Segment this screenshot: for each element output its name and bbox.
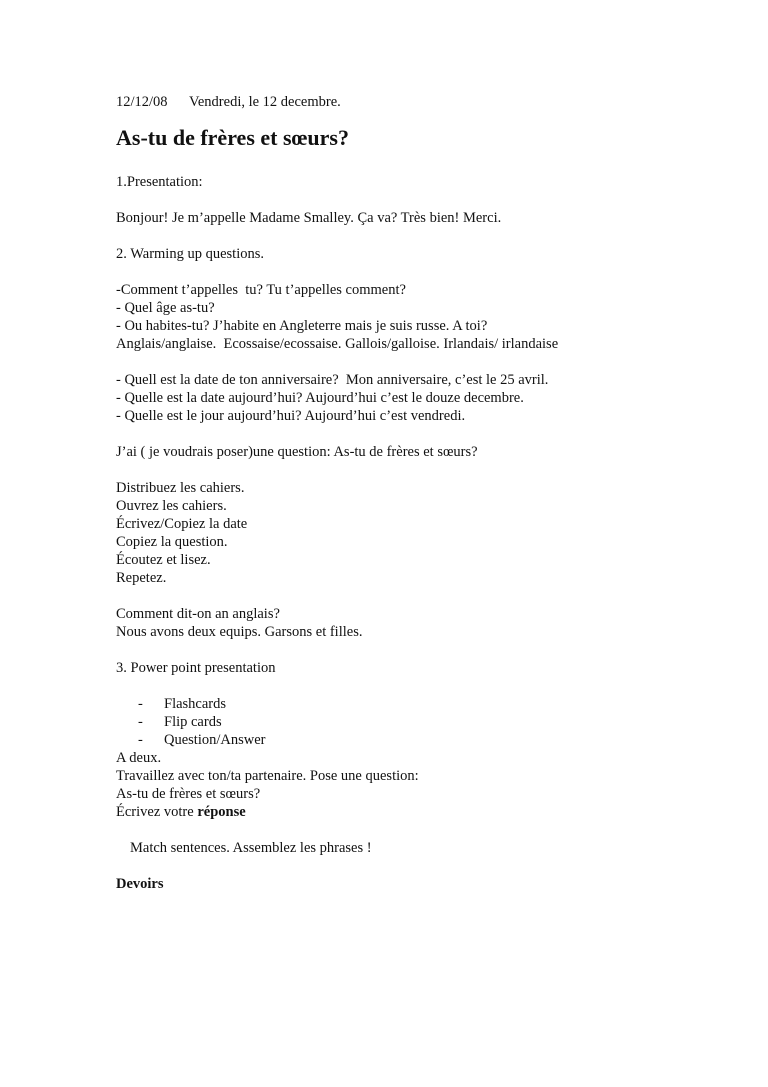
bullet-text: Question/Answer bbox=[164, 732, 266, 748]
date-header bbox=[116, 93, 736, 111]
match-sentences-line: Match sentences. Assemblez les phrases ! bbox=[130, 840, 372, 856]
question-line: - Quelle est la date aujourd’hui? Aujourd’hui c’est le douze decembre. bbox=[116, 390, 524, 406]
homework-heading bbox=[116, 875, 736, 893]
pair-work-line: A deux. bbox=[116, 750, 162, 766]
pair-work-line: As-tu de frères et sœurs? bbox=[116, 786, 261, 802]
bullet-dash: - bbox=[138, 714, 143, 730]
closing-lines bbox=[116, 605, 736, 641]
instructions-list bbox=[116, 479, 736, 587]
pair-work-line: Travaillez avec ton/ta partenaire. Pose une question: bbox=[116, 768, 419, 784]
presentation-text: Bonjour! Je m’appelle Madame Smalley. Ça va? Très bien! Merci. bbox=[116, 210, 502, 226]
instruction-line: Repetez. bbox=[116, 570, 167, 586]
long-date: Vendredi, le 12 decembre. bbox=[189, 94, 341, 110]
instruction-line: Écrivez/Copiez la date bbox=[116, 516, 248, 532]
section-1-heading: 1.Presentation: bbox=[116, 174, 203, 190]
question-line: Anglais/anglaise. Ecossaise/ecossaise. Gallois/galloise. Irlandais/ irlandaise bbox=[116, 336, 559, 352]
main-question-line: J’ai ( je voudrais poser)une question: As-tu de frères et sœurs? bbox=[116, 444, 478, 460]
instruction-line: Copiez la question. bbox=[116, 534, 228, 550]
write-answer-line bbox=[116, 803, 736, 821]
instruction-line: Distribuez les cahiers. bbox=[116, 480, 245, 496]
bullet-dash: - bbox=[138, 732, 143, 748]
instruction-line: Ouvrez les cahiers. bbox=[116, 498, 227, 514]
bullet-item bbox=[138, 731, 736, 749]
page-title: As-tu de frères et sœurs? bbox=[116, 125, 349, 150]
question-line: -Comment t’appelles tu? Tu t’appelles comment? bbox=[116, 282, 406, 298]
write-bold-word: réponse bbox=[197, 804, 246, 820]
bullet-item bbox=[138, 695, 736, 713]
closing-line: Nous avons deux equips. Garsons et filles. bbox=[116, 624, 363, 640]
short-date: 12/12/08 bbox=[116, 94, 168, 110]
closing-line: Comment dit-on an anglais? bbox=[116, 606, 280, 622]
questions-block-a bbox=[116, 281, 736, 353]
bullet-dash: - bbox=[138, 696, 143, 712]
instruction-line: Écoutez et lisez. bbox=[116, 552, 211, 568]
question-line: - Quelle est le jour aujourd’hui? Aujourd’hui c’est vendredi. bbox=[116, 408, 466, 424]
questions-block-b bbox=[116, 371, 736, 425]
write-prefix: Écrivez votre bbox=[116, 804, 198, 820]
question-line: - Ou habites-tu? J’habite en Angleterre mais je suis russe. A toi? bbox=[116, 318, 488, 334]
homework-label: Devoirs bbox=[116, 876, 164, 892]
bullet-item bbox=[138, 713, 736, 731]
question-line: - Quel âge as-tu? bbox=[116, 300, 215, 316]
section-2-heading: 2. Warming up questions. bbox=[116, 246, 264, 262]
question-line: - Quell est la date de ton anniversaire? Mon anniversaire, c’est le 25 avril. bbox=[116, 372, 549, 388]
bullet-text: Flip cards bbox=[164, 714, 222, 730]
presentation-bullets bbox=[138, 695, 736, 749]
bullet-text: Flashcards bbox=[164, 696, 227, 712]
document-body bbox=[116, 93, 736, 893]
section-3-heading: 3. Power point presentation bbox=[116, 660, 276, 676]
